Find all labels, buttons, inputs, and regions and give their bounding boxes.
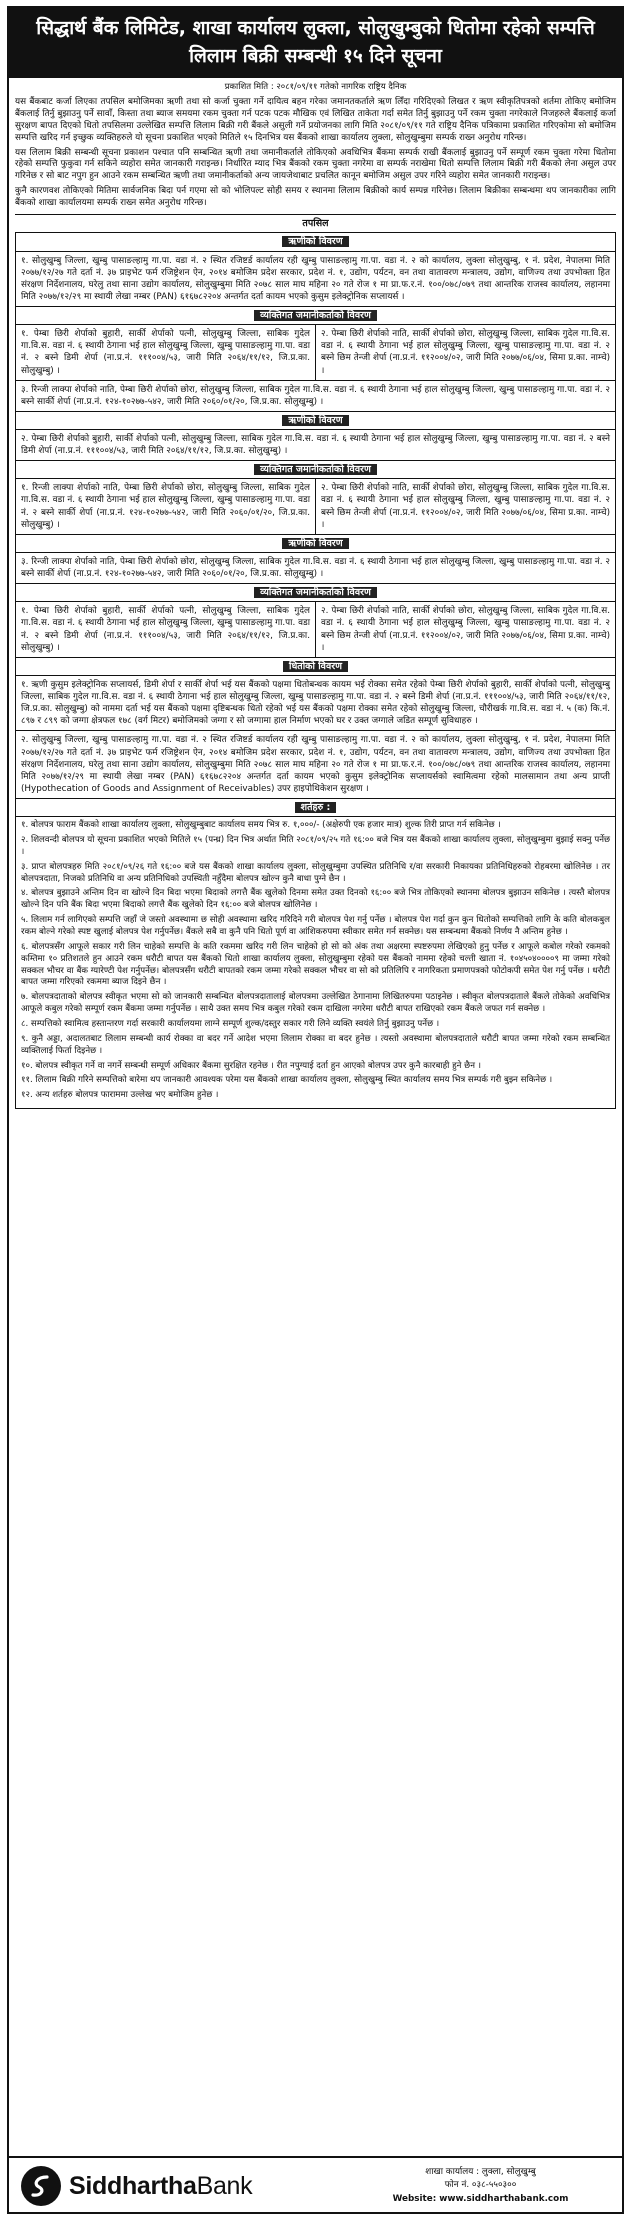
header-band <box>9 8 622 78</box>
guarantor-heading <box>16 461 615 479</box>
term-item: ५. लिलाम गर्न लागिएको सम्पत्ति जहाँ जे जस्तो अवस्थामा छ सोही अवस्थामा खरिद गरिदिने गरी बोलपत्र पेश गर्नु पर्नेछ । बोलपत्र पेश गर्दा कुन कुन धितोको सम्पत्तिको लागि के कति बोलकबुल रकम बोल्ने गरेको स्पष्ट खुलाई बोलपत्र पेश गर्नुपर्नेछ। बैंकले सबै वा कुनै पनि धितो पूर्ण वा आंशिकरुपमा स्वीकार समेत गर्न सक्नेछ। यस सम्बन्धमा बैंकको निर्णय नै अन्तिम हुनेछ । <box>21 915 610 938</box>
terms-heading-label: शर्तहरु : <box>295 802 337 813</box>
notice-body <box>9 78 622 1109</box>
brand-part-2: Bank <box>196 2171 253 2200</box>
guarantor-columns <box>16 479 615 534</box>
footer <box>9 2156 622 2214</box>
notice-title: सिद्धार्थ बैंक लिमिटेड, शाखा कार्यालय लुक्ला, सोलुखुम्बुको धितोमा रहेको सम्पत्ति लिलाम बिक्री सम्बन्धी १५ दिने सूचना <box>36 17 595 67</box>
brand-part-1: Siddhartha <box>69 2171 197 2200</box>
guarantor-heading-label: व्यक्तिगत जमानीकर्ताको विवरण <box>254 587 377 598</box>
section-2 <box>15 412 616 535</box>
term-item: ९. कुनै अड्डा, अदालतबाट लिलाम सम्बन्धी कार्य रोक्का वा बदर गर्ने आदेश भएमा लिलाम रोक्का वा बदर हुनेछ । त्यस्तो अवस्थामा बोलपत्रदाताले धरौटी बापत जम्मा गरेको रकम सम्बन्धित व्यक्तिलाई फिर्ता दिइनेछ । <box>21 1033 610 1056</box>
guarantor-right: २. पेम्बा छिरी शेर्पाको नाति, सार्की शेर्पाको छोरा, सोलुखुम्बु जिल्ला, साबिक गुदेल गा.वि.स. वडा नं. ६ स्थायी ठेगाना भई हाल सोलुखुम्बु जिल्ला, खुम्बु पासाङल्हामु गा.पा. वडा नं. २ बस्ने छिम तेन्जी शेर्पा (ना.प्र.नं. ११२००४/०२, जारी मिति २०७७/०६/०४, सिमा प्र.का. नाम्चे) । <box>315 325 615 380</box>
borrower-details: ३. रिन्जी लाक्पा शेर्पाको नाति, पेम्बा छिरी शेर्पाको छोरा, सोलुखुम्बु जिल्ला, साबिक गुदेल गा.वि.स. वडा नं. ६ स्थायी ठेगाना भई हाल सोलुखुम्बु जिल्ला, खुम्बु पासाङल्हामु गा.पा. वडा नं. २ बस्ने सार्की शेर्पा (ना.प्र.नं. १२४-१०२७७-५४२, जारी मिति २०६०/०१/२०, जि.प्र.का. सोलुखुम्बु) । <box>16 553 615 584</box>
borrower-details: १. सोलुखुम्बु जिल्ला, खुम्बु पासाङल्हामु गा.पा. वडा नं. २ स्थित रजिष्टर्ड कार्यालय रही खुम्बु पासाङल्हामु गा.पा. वडा नं. २ को कार्यालय, लुक्ला सोलुखुम्बु, १ नं. प्रदेश, नेपालमा मिति २०७७/१२/२७ गते दर्ता नं. ३७ प्राइभेट फर्म रजिष्ट्रेशन ऐन, २०१४ बमोजिम प्रदेश सरकार, प्रदेश नं. १, उद्योग, पर्यटन, वन तथा वातावरण मन्त्रालय, उद्योग, वाणिज्य तथा उपभोक्ता हित संरक्षण निर्देशनालय, घरेलु तथा साना उद्योग कार्यालय, सोलुखुम्बुमा मिति २०७८ साल माघ महिना २० गते रोज १ मा प्रा.फ.र.नं. १००/०७८/०७९ तथा आन्तरिक राजस्व कार्यालय, लहानमा मिति २०७७/१२/२९ मा स्थायी लेखा नम्बर (PAN) ६१६७८२२०४ अन्तर्गत दर्ता कायम भएको कुसुम इलेक्ट्रोनिक सप्लायर्स । <box>16 252 615 308</box>
guarantor-heading <box>16 584 615 602</box>
bank-logo <box>9 2166 339 2206</box>
collateral-heading <box>16 658 615 676</box>
guarantor-heading-label: व्यक्तिगत जमानीकर्ताको विवरण <box>254 464 377 475</box>
guarantor-columns <box>16 325 615 381</box>
branch-address: शाखा कार्यालय : लुक्ला, सोलुखुम्बु <box>425 2166 536 2177</box>
publish-date: प्रकाशित मिति : २०८१/०९/११ गतेको नागरिक राष्ट्रिय दैनिक <box>224 82 407 92</box>
brand-name <box>69 2169 252 2204</box>
term-item: ११. लिलाम बिक्री गरिने सम्पत्तिको बारेमा थप जानकारी आवश्यक परेमा यस बैंकको शाखा कार्यालय लुक्ला, सोलुखुम्बु स्थित कार्यालय समय भित्र सम्पर्क गरी बुझ्न सकिनेछ । <box>21 1075 553 1086</box>
borrower-heading-label: ऋणीको विवरण <box>282 538 348 549</box>
borrower-heading-label: ऋणीको विवरण <box>282 236 348 247</box>
term-item: ८. सम्पत्तिको स्वामित्व हस्तान्तरण गर्दा सरकारी कार्यालयमा लाग्ने सम्पूर्ण शुल्क/दस्तुर सकार गरी लिने व्यक्ति स्वयंले तिर्नु बुझाउनु पर्नेछ । <box>21 1019 440 1030</box>
section-1 <box>15 233 616 411</box>
guarantor-right: २. पेम्बा छिरी शेर्पाको नाति, सार्की शेर्पाको छोरा, सोलुखुम्बु जिल्ला, साबिक गुदेल गा.वि.स. वडा नं. ६ स्थायी ठेगाना भई हाल सोलुखुम्बु जिल्ला, खुम्बु पासाङल्हामु गा.पा. वडा नं. २ बस्ने छिम तेन्जी शेर्पा (ना.प्र.नं. ११२००४/०२, जारी मिति २०७७/०६/०४, सिमा प्र.का. नाम्चे) । <box>315 479 615 534</box>
guarantor-left: १. रिन्जी लाक्पा शेर्पाको नाति, पेम्बा छिरी शेर्पाको छोरा, सोलुखुम्बु जिल्ला, साबिक गुदेल गा.वि.स. वडा नं. ६ स्थायी ठेगाना भई हाल सोलुखुम्बु जिल्ला, खुम्बु पासाङल्हामु गा.पा. वडा नं. २ बस्ने सार्की शेर्पा (ना.प्र.नं. १२४-१०२७७-५४२, जारी मिति २०६०/०१/२०, जि.प्र.का. सोलुखुम्बु) । <box>21 483 310 530</box>
borrower-heading <box>16 535 615 553</box>
terms-heading <box>16 799 615 817</box>
guarantor-heading-label: व्यक्तिगत जमानीकर्ताको विवरण <box>254 310 377 321</box>
terms-section <box>15 799 616 1109</box>
term-item: ६. बोलपत्रसँग आफूले सकार गरी लिन चाहेको सम्पत्ति के कति रकममा खरिद गरी लिन चाहेको हो सो को अंक तथा अक्षरमा स्पष्टरुपमा लेखिएको हुनु पर्नेछ र आफूले कबोल गरेको रकमको कम्तिमा १० प्रतिशतले हुन आउने रकम धरौटी बापत यस बैंकको धितो शाखा कार्यालय लुक्ला, सोलुखुम्बुमा रहेको यस बैंकको नाममा रहेको चल्ती खाता नं. १०४५०४००००९ मा जम्मा गरेको सक्कल भौचर वा बैंक ग्यारेण्टी पेश गर्नुपर्नेछ। बोलपत्रसँग धरौटी बापतको रकम जम्मा गरेको सक्कल भौचर वा सो को प्रतिलिपि र नागरिकता प्रमाणपत्रको फोटोकपी समेत पेश गर्नु पर्नेछ । धरौटी बापत जम्मा गरिएको रकममा ब्याज दिइने छैन । <box>21 941 610 988</box>
term-item: १. बोलपत्र फाराम बैंकको शाखा कार्यालय लुक्ला, सोलुखुम्बुबाट कार्यालय समय भित्र रु. १,०००/- (अक्षेरुपी एक हजार मात्र) शुल्क तिरी प्राप्त गर्न सकिनेछ । <box>21 820 501 831</box>
term-item: ४. बोलपत्र बुझाउने अन्तिम दिन वा खोल्ने दिन बिदा भएमा बिदाको लगत्तै बैंक खुलेको दिनमा समेत उक्त दिनको १६:०० बजे भित्र तोकिएको स्थानमा बोलपत्र बुझाउन सकिनेछ । त्यस्तै बोलपत्र खोल्ने दिन पनि बैंक बिदा भएमा बिदाको लगत्तै बैंक खुलेको दिन १६:०० बजे बोलपत्र खोलिनेछ । <box>21 888 610 911</box>
collateral-item-1: १. ऋणी कुसुम इलेक्ट्रोनिक सप्लायर्स, डिमी शेर्पा र सार्की शेर्पा भई यस बैंकको पक्षमा धितोबन्धक कायम भई रोक्का समेत रहेको पेम्बा छिरी शेर्पाको बुहारी, सार्की शेर्पाको पत्नी, सोलुखुम्बु जिल्ला, साबिक गुदेल गा.वि.स. वडा नं. ६ स्थायी ठेगाना भई हाल सोलुखुम्बु जिल्ला, खुम्बु पासाङल्हामु गा.पा. वडा नं. २ बस्ने डिमी शेर्पा (ना.प्र.नं. १११००४/५३, जारी मिति २०६४/११/१२, जि.प्र.का. सोलुखुम्बु) को नाममा दर्ता भई यस बैंकको पक्षमा दृष्टिबन्धक धितो रहेको भई यस बैंकको पक्षमा रोक्का समेत रहेको सोलुखुम्बु जिल्ला, चौरीखर्क गा.वि.स. वडा नं. ५ (क) कि.नं. ८९७ र ८९९ को जग्गा क्षेत्रफल १७८ (वर्ग मिटर) बमोजिमको जग्गा र सो जग्गामा हाल निर्माण भएको घर र उक्त जग्गाले जडित सम्पूर्ण सुविधाहरु । <box>16 676 615 732</box>
website-link[interactable]: Website: www.siddharthabank.com <box>392 2193 569 2204</box>
intro-paragraph-1: यस बैंकबाट कर्जा लिएका तपसिल बमोजिमका ऋणी तथा सो कर्जा चुक्ता गर्ने दायित्व बहन गरेका जमानतकर्ताले ऋण लिँदा गरिदिएको लिखत र ऋण स्वीकृतिपत्रको शर्तमा तोकिए बमोजिम बैंकलाई तिर्नु बुझाउनु पर्ने सावाँ, किस्ता तथा ब्याज समयमा रकम चुक्ता गर्न पटक पटक मौखिक एवं लिखित ताकेता गर्दा समेत तिर्नु बुझाउनु पर्ने रकम चुक्ता नगरेकाले निजहरुले बैंकलाई कर्जा सुरक्षण बापत दिएको धितो तपसिलमा उल्लेखित सम्पत्ति लिलाम बिक्री गरी बैंकले असुली गर्ने प्रयोजनका लागि मिति २०८१/०९/११ गते राष्ट्रिय दैनिक पत्रिकामा प्रकाशित गरिएकोमा सो बमोजिम सम्पत्ति खरिद गर्न इच्छुक व्यक्तिहरुले यो सूचना प्रकाशित भएको मितिले १५ दिनभित्र यस बैंकको शाखा कार्यालय लुक्ला, सोलुखुम्बुमा सम्पर्क राख्न अनुरोध गरिन्छ। <box>15 96 616 143</box>
phone-number: फोन नं. ०३८-५५०३०० <box>444 2180 517 2191</box>
guarantor-heading <box>16 307 615 325</box>
borrower-details: २. पेम्बा छिरी शेर्पाको बुहारी, सार्की शेर्पाको पत्नी, सोलुखुम्बु जिल्ला, साबिक गुदेल गा.वि.स. वडा नं. ६ स्थायी ठेगाना भई हाल सोलुखुम्बु जिल्ला, खुम्बु पासाङल्हामु गा.पा. वडा नं. २ बस्ने डिमी शेर्पा (ना.प्र.नं. १११००४/५३, जारी मिति २०६४/११/१२, जि.प्र.का. सोलुखुम्बु) । <box>16 430 615 461</box>
term-item: २. शिलवन्दी बोलपत्र यो सूचना प्रकाशित भएको मितिले १५ (पन्ध्र) दिन भित्र अर्थात मिति २०८१/०९/२५ गते १६:०० बजे भित्र यस बैंकको शाखा कार्यालय लुक्ला, सोलुखुम्बुमा बुझाई सक्नु पर्नेछ । <box>21 835 610 857</box>
section-3 <box>15 535 616 658</box>
guarantor-columns <box>16 602 615 657</box>
term-item: ७. बोलपत्रदाताको बोलपत्र स्वीकृत भएमा सो को जानकारी सम्बन्धित बोलपत्रदातालाई बोलपत्रमा उल्लेखित ठेगानामा लिखितरुपमा पठाइनेछ । स्वीकृत बोलपत्रदाताले बैंकले तोकेको अवधिभित्र आफूले कबुल गरेको सम्पूर्ण रकम बैंकमा जम्मा गर्नुपर्नेछ । साथै उक्त समय भित्र कबुल गरेको रकम दाखिला नगरेमा धरौटी बापत राखिएको रकम बैंकले जफत गर्न सक्नेछ । <box>21 992 610 1015</box>
collateral-item-2: २. सोलुखुम्बु जिल्ला, खुम्बु पासाङल्हामु गा.पा. वडा नं. २ स्थित रजिष्टर्ड कार्यालय रही खुम्बु पासाङल्हामु गा.पा. वडा नं. २ को कार्यालय, लुक्ला सोलुखुम्बु, १ नं. प्रदेश, नेपालमा मिति २०७७/१२/२७ गते दर्ता नं. ३७ प्राइभेट फर्म रजिष्ट्रेशन ऐन, २०१४ बमोजिम प्रदेश सरकार, प्रदेश नं. १, उद्योग, पर्यटन, वन तथा वातावरण मन्त्रालय, उद्योग, वाणिज्य तथा उपभोक्ता हित संरक्षण निर्देशनालय, घरेलु तथा साना उद्योग कार्यालय, सोलुखुम्बुमा मिति २०७८ साल माघ महिना २० गते रोज १ मा प्रा.फ.र.नं. १००/०७८/०७९ तथा आन्तरिक राजस्व कार्यालय, लहानमा मिति २०७७/१२/२९ मा स्थायी लेखा नम्बर (PAN) ६१६७८२२०४ अन्तर्गत दर्ता कायम भएको कुसुम इलेक्ट्रोनिक सप्लायर्सको स्वामित्वमा रहेको मालसामान तथा अन्य प्राप्ती (Hypothecation of Goods and Assignment of Receivables) उपर हाइपोथिकेशन सुरक्षण । <box>21 735 610 794</box>
contact-info <box>339 2166 622 2207</box>
term-item: ३. प्राप्त बोलपत्रहरु मिति २०८१/०९/२६ गते १६:०० बजे यस बैंकको शाखा कार्यालय लुक्ला, सोलुखुम्बुमा उपस्थित प्रतिनिधि र/वा सरकारी निकायका प्रतिनिधिहरुको रोहबरमा खोलिनेछ । तर बोलपत्रदाता, निजको प्रतिनिधि वा अन्य प्रतिनिधिको उपस्थिती नहुँदैमा बोलपत्र खोल्न कुनै बाधा पुग्ने छैन । <box>21 861 610 884</box>
intro-paragraph-3: कुनै कारणवश तोकिएको मितिमा सार्वजनिक बिदा पर्न गएमा सो को भोलिपल्ट सोही समय र स्थानमा लिलाम बिक्रीको कार्य सम्पन्न गरिनेछ। लिलाम बिक्रीका सम्बन्धमा थप जानकारीका लागि बैंकको शाखा कार्यालयमा सम्पर्क राख्न समेत अनुरोध गरिन्छ। <box>15 186 617 209</box>
notice-frame <box>7 6 624 2214</box>
guarantor-full: ३. रिन्जी लाक्पा शेर्पाको नाति, पेम्बा छिरी शेर्पाको छोरा, सोलुखुम्बु जिल्ला, साबिक गुदेल गा.वि.स. वडा नं. ६ स्थायी ठेगाना भई हाल सोलुखुम्बु जिल्ला, खुम्बु पासाङल्हामु गा.पा. वडा नं. २ बस्ने सार्की शेर्पा (ना.प्र.नं. १२४-१०२७७-५४२, जारी मिति २०६०/०१/२०, जि.प्र.का. सोलुखुम्बु) । <box>21 384 610 407</box>
terms-body <box>16 817 615 1108</box>
guarantor-right: २. पेम्बा छिरी शेर्पाको नाति, सार्की शेर्पाको छोरा, सोलुखुम्बु जिल्ला, साबिक गुदेल गा.वि.स. वडा नं. ६ स्थायी ठेगाना भई हाल सोलुखुम्बु जिल्ला, खुम्बु पासाङल्हामु गा.पा. वडा नं. २ बस्ने छिम तेन्जी शेर्पा (ना.प्र.नं. ११२००४/०२, जारी मिति २०७७/०६/०४, सिमा प्र.का. नाम्चे) । <box>315 602 615 657</box>
borrower-heading <box>16 412 615 430</box>
collateral-section <box>15 658 616 799</box>
guarantor-left: १. पेम्बा छिरी शेर्पाको बुहारी, सार्की शेर्पाको पत्नी, सोलुखुम्बु जिल्ला, साबिक गुदेल गा.वि.स. वडा नं. ६ स्थायी ठेगाना भई हाल सोलुखुम्बु जिल्ला, खुम्बु पासाङल्हामु गा.पा. वडा नं. २ बस्ने डिमी शेर्पा (ना.प्र.नं. १११००४/५३, जारी मिति २०६४/११/१२, जि.प्र.का. सोलुखुम्बु) । <box>21 329 310 376</box>
terms-list <box>21 820 610 1102</box>
collateral-heading-label: धितोको विवरण <box>283 661 348 672</box>
term-item: १०. बोलपत्र स्वीकृत गर्ने वा नगर्ने सम्बन्धी सम्पूर्ण अधिकार बैंकमा सुरक्षित रहनेछ । रीत नपुग्याई दर्ता हुन आएको बोलपत्र उपर कुनै कारबाही हुने छैन । <box>21 1060 481 1071</box>
tapasil-heading: तपसिल <box>15 214 616 233</box>
siddhartha-logo-icon <box>21 2166 61 2206</box>
term-item: १२. अन्य शर्तहरु बोलपत्र फाराममा उल्लेख भए बमोजिम हुनेछ । <box>21 1090 219 1101</box>
borrower-heading <box>16 233 615 251</box>
guarantor-left: १. पेम्बा छिरी शेर्पाको बुहारी, सार्की शेर्पाको पत्नी, सोलुखुम्बु जिल्ला, साबिक गुदेल गा.वि.स. वडा नं. ६ स्थायी ठेगाना भई हाल सोलुखुम्बु जिल्ला, खुम्बु पासाङल्हामु गा.पा. वडा नं. २ बस्ने डिमी शेर्पा (ना.प्र.नं. १११००४/५३, जारी मिति २०६४/११/१२, जि.प्र.का. सोलुखुम्बु) । <box>21 606 310 653</box>
intro-paragraph-2: यस लिलाम बिक्री सम्बन्धी सूचना प्रकाशन पश्चात पनि सम्बन्धित ऋणी तथा जमानीकर्ताले तोकिएको अवधिभित्र बैंकमा सम्पर्क राखी बैंकलाई बुझाउनु पर्ने सम्पूर्ण रकम चुक्ता गरेमा धितोमा रहेको सम्पत्ति फुकुवा गर्न सकिने व्यहोरा समेत जानकारी गराइन्छ। निर्धारित म्याद भित्र बैंकको रकम चुक्ता नगरेमा वा सम्पर्क नराखेमा धितो सम्पत्ति लिलाम बिक्री गरी बैंकको लेना असुल उपर गरिनेछ र सो बाट नपुग हुन आउने रकम सम्बन्धित ऋणी तथा जमानीकर्ताको अन्य जायजेथाबाट प्रचलित कानून बमोजिम असुल उपर गरिने व्यहोरा समेत जानकारी गराइन्छ। <box>15 147 616 182</box>
borrower-heading-label: ऋणीको विवरण <box>282 415 348 426</box>
logo-swoosh-icon <box>27 2172 55 2200</box>
